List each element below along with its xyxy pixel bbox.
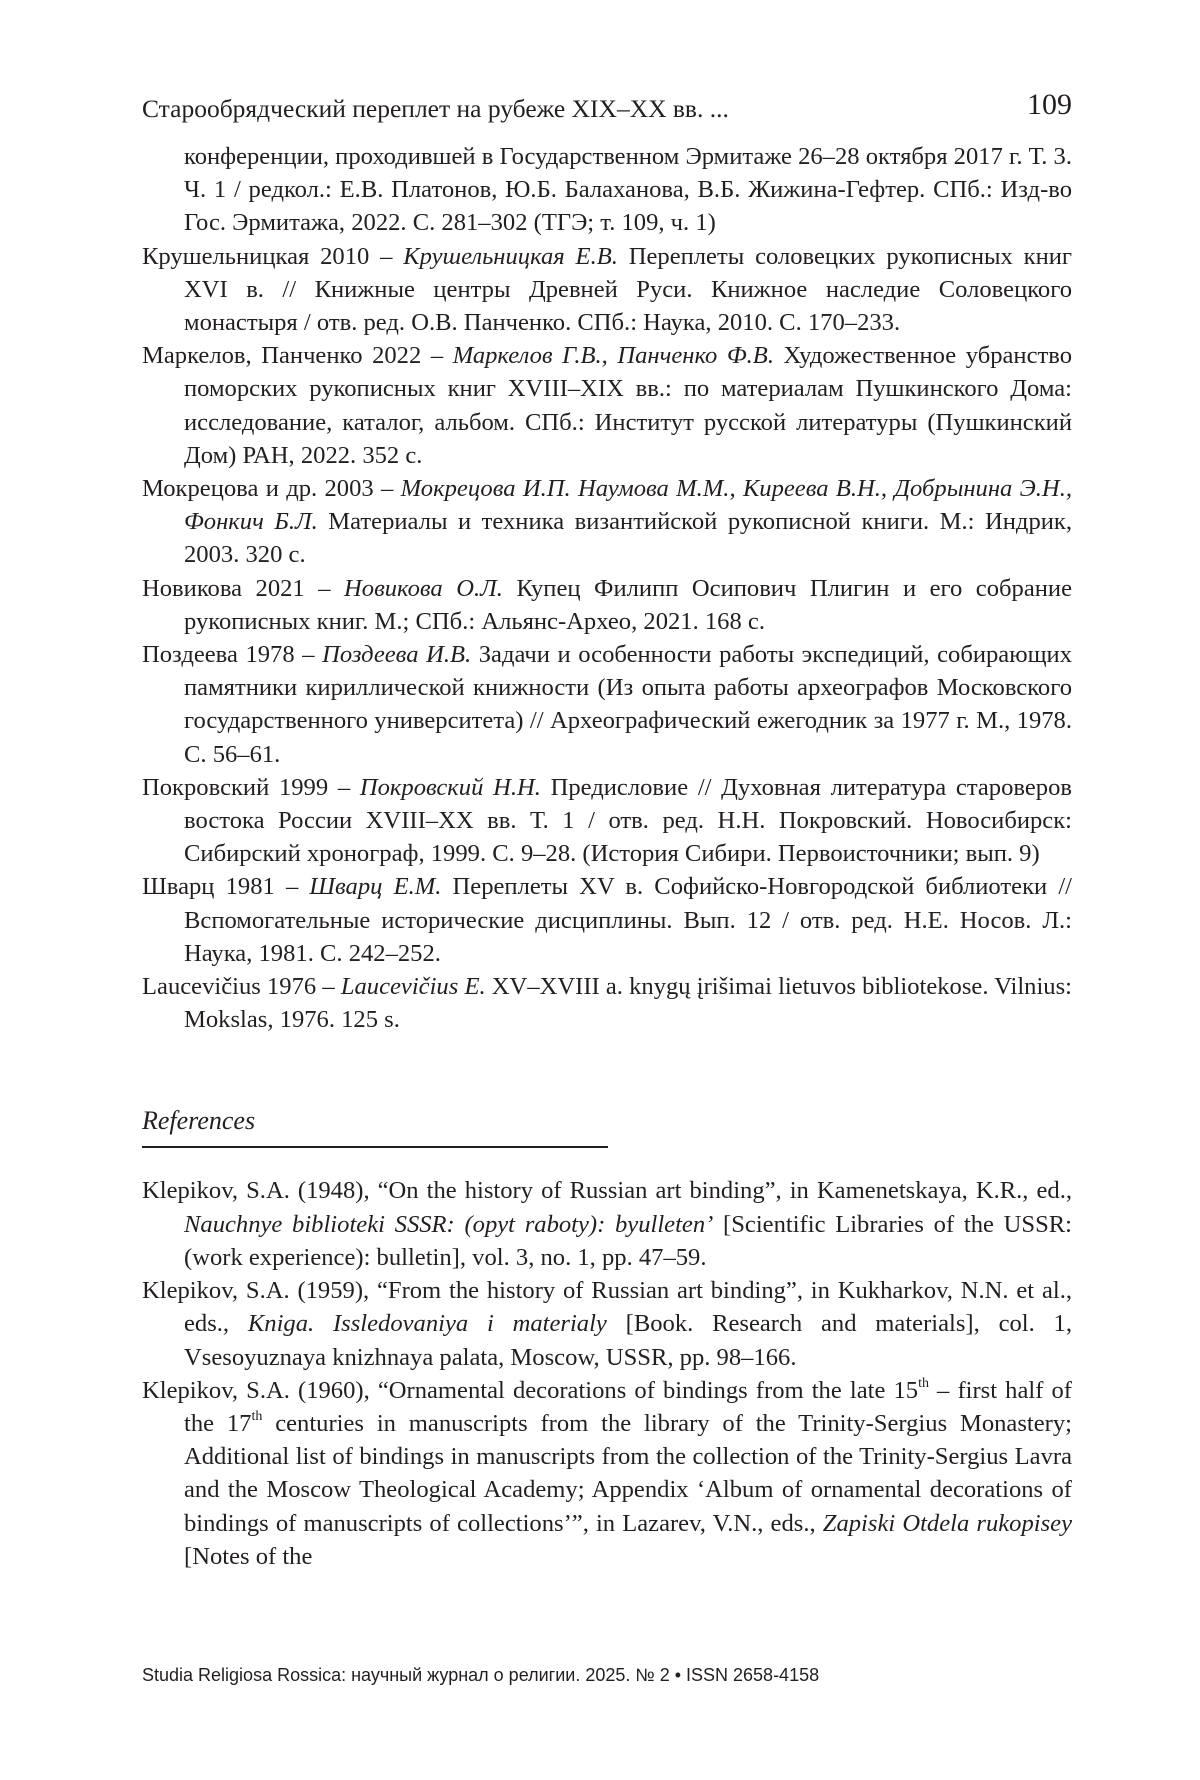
entry-text: конференции, проходившей в Государственном Эрмитаже 26–28 октября 2017 г. Т. 3. Ч. 1 / редкол.: Е.В. Платонов, Ю.Б. Балаханова, В.Б. Жижина-Гефтер. СПб.: Изд-во Гос. Эрмитажа, 2022. С. 281–302 (ТГЭ; т. 109, ч. 1) [184, 143, 1072, 237]
bibliography-entry [142, 140, 1072, 240]
entry-text: Шварц 1981 – [142, 873, 310, 901]
bibliography-entry [142, 771, 1072, 871]
page-number: 109 [1027, 88, 1072, 121]
italic-text: Kniga. Issledovaniya i materialy [247, 1310, 607, 1338]
entry-text: [Scientific Libraries of the USSR: (work experience): bulletin], vol. 3, no. 1, pp. 47–59. [184, 1210, 1072, 1271]
italic-text: Мокрецова И.П. Наумова М.М., Киреева В.Н., Добрынина Э.Н., Фонкич Б.Л. [184, 475, 1072, 536]
entry-text: Переплеты соловецких рукописных книг XVI в. // Книжные центры Древней Руси. Книжное наследие Соловецкого монастыря / отв. ред. О.В. Панченко. СПб.: Наука, 2010. С. 170–233. [184, 242, 1073, 337]
bibliography-entry [142, 870, 1072, 970]
entry-text: Купец Филипп Осипович Плигин и его собрание рукописных книг. М.; СПб.: Альянс-Археo, 2021. 168 с. [184, 574, 1072, 635]
entry-text: XV–XVIII a. knygų įrišimai lietuvos bibliotekose. Vilnius: Mokslas, 1976. 125 s. [184, 973, 1072, 1034]
italic-text: Маркелов Г.В., Панченко Ф.В. [452, 342, 774, 370]
entry-text: [Book. Research and materials], col. 1, Vsesoyuznaya knizhnaya palata, Moscow, USSR, pp. 98–166. [184, 1310, 1072, 1371]
entry-text: Задачи и особенности работы экспедиций, собирающих памятники кириллической книжности (Из опыта работы археографов Московского государственного университета) // Археографический ежегодник за 1977 г. М., 1978. С. 56–61. [184, 641, 1072, 768]
entry-text: – first half of the 17 [184, 1376, 1072, 1437]
italic-text: Поздеева И.В. [322, 641, 472, 669]
bibliography-entry [142, 240, 1072, 340]
entry-text: Материалы и техника византийской рукописной книги. М.: Индрик, 2003. 320 с. [184, 508, 1072, 569]
entry-text: Крушельницкая 2010 – [142, 242, 404, 270]
entry-text: Предисловие // Духовная литература староверов востока России XVIII–XX вв. Т. 1 / отв. ред. Н.Н. Покровский. Новосибирск: Сибирский хронограф, 1999. С. 9–28. (История Сибири. Первоисточники; вып. 9) [184, 773, 1072, 868]
bibliography-entry [142, 339, 1072, 472]
reference-entry [142, 1374, 1072, 1573]
entry-text: Новикова 2021 – [142, 574, 345, 602]
entry-text: Маркелов, Панченко 2022 – [142, 342, 453, 370]
reference-entry [142, 1174, 1072, 1274]
italic-text: Шварц Е.М. [309, 873, 442, 901]
running-title: Старообрядческий переплет на рубеже XIX–XX вв. ... [142, 94, 729, 123]
journal-footer: Studia Religiosa Rossica: научный журнал о религии. 2025. № 2 • ISSN 2658-4158 [142, 1665, 820, 1685]
entry-text: Laucevičius 1976 – [142, 973, 341, 1001]
reference-entry [142, 1274, 1072, 1374]
entry-text: Klepikov, S.A. (1959), “From the history of Russian art binding”, in Kukharkov, N.N. et al., eds., [142, 1277, 1072, 1338]
entry-text: Klepikov, S.A. (1948), “On the history of Russian art binding”, in Kamenetskaya, K.R., ed., [142, 1177, 1072, 1205]
superscript: th [918, 1375, 929, 1391]
journal-page [142, 84, 1072, 1704]
references-heading: References [142, 1106, 608, 1148]
entry-text: Переплеты XV в. Софийско-Новгородской библиотеки // Вспомогательные исторические дисциплины. Вып. 12 / отв. ред. Н.Е. Носов. Л.: Наука, 1981. С. 242–252. [184, 873, 1072, 967]
italic-text: Nauchnye biblioteki SSSR: (opyt raboty): byulleten’ [184, 1210, 714, 1238]
entry-text: Поздеева 1978 – [142, 641, 323, 669]
entry-text: centuries in manuscripts from the library of the Trinity-Sergius Monastery; Additional list of bindings in manuscripts from the collection of the Trinity-Sergius Lavra and the Moscow Theological Academy; Appendix ‘Album of ornamental decorations of bindings of manuscripts of collections’”, in Lazarev, V.N., eds., [184, 1409, 1072, 1537]
references-list [142, 1174, 1072, 1572]
references-heading-block [142, 1106, 1072, 1148]
entry-text: [Notes of the [184, 1542, 313, 1570]
entry-text: Покровский 1999 – [142, 773, 360, 801]
italic-text: Покровский Н.Н. [359, 773, 541, 801]
entry-text: Klepikov, S.A. (1960), “Ornamental decorations of bindings from the late 15 [142, 1376, 919, 1404]
entry-text: Художественное убранство поморских рукописных книг XVIII–XIX вв.: по материалам Пушкинского Дома: исследование, каталог, альбом. СПб.: Институт русской литературы (Пушкинский Дом) РАН, 2022. 352 с. [184, 342, 1072, 469]
running-head [142, 84, 1072, 140]
italic-text: Крушельницкая Е.В. [403, 242, 618, 270]
bibliography-entry [142, 638, 1072, 771]
bibliography-entry [142, 472, 1072, 572]
section-gap [142, 1036, 1072, 1106]
italic-text: Новикова О.Л. [344, 574, 503, 602]
italic-text: Laucevičius E. [340, 973, 486, 1001]
bibliography-list [142, 140, 1072, 1036]
bibliography-entry [142, 970, 1072, 1036]
bibliography-entry [142, 572, 1072, 638]
entry-text: Мокрецова и др. 2003 – [142, 475, 401, 503]
italic-text: Zapiski Otdela rukopisey [822, 1509, 1072, 1537]
superscript: th [251, 1408, 263, 1424]
